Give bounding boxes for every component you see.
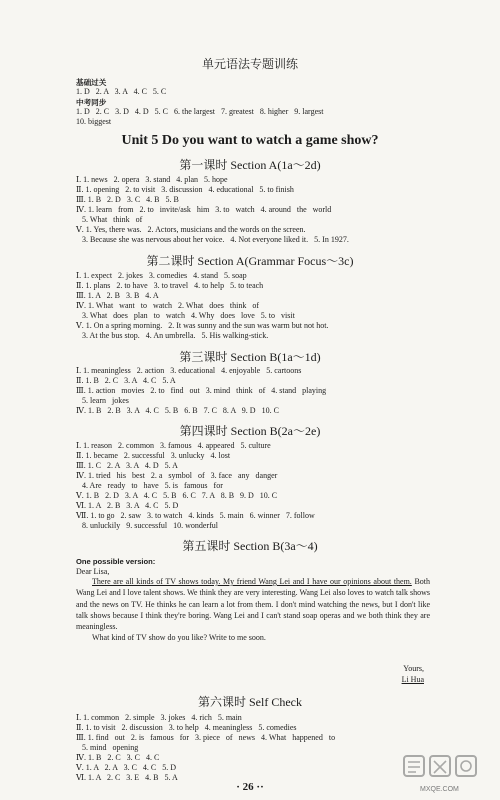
answer-line: Ⅱ. 1. opening 2. to visit 3. discussion 4. educational 5. to finish — [76, 185, 294, 194]
answer-line: Ⅳ. 1. What want to watch 2. What does think of — [76, 301, 259, 310]
exam-answers-2: 10. biggest — [76, 117, 112, 126]
unit-title: Unit 5 Do you want to watch a game show? — [121, 133, 379, 148]
answer-line: 8. unluckily 9. successful 10. wonderful — [76, 521, 218, 530]
answer-line: Ⅲ. 1. find out 2. is famous for 3. piece of news 4. What happened to — [76, 733, 336, 742]
watermark-text: MXQE.COM — [420, 786, 459, 793]
yours: Yours, — [403, 664, 424, 673]
lesson6-title: 第六课时 Self Check — [198, 695, 302, 709]
answer-line: 3. Because she was nervous about her voice. 4. Not everyone liked it. 5. In 1927. — [76, 235, 349, 244]
lesson5-title: 第五课时 Section B(3a～4) — [182, 539, 318, 553]
signoff — [402, 663, 424, 685]
answer-line: Ⅳ. 1. B 2. B 3. A 4. C 5. B 6. B 7. C 8. A 9. D 10. C — [76, 406, 279, 415]
letter-text: Both Wang Lei and I love talent shows. We think they are very interesting. Wang Lei also loves to watch talk shows and the news on TV. He thinks he can learn a lot from them. I don't mind watching the news, but I don't like talk shows because I think they're boring. Wang Lei and I can't stand soap operas and we both think they are meaningless. — [76, 577, 430, 632]
letter-closing: What kind of TV show do you like? Write to me soon. — [92, 633, 266, 643]
grammar-title: 单元语法专题训练 — [201, 57, 298, 71]
answer-line: Ⅵ. 1. A 2. C 3. E 4. B 5. A — [76, 773, 178, 782]
exam-answers-1: 1. D 2. C 3. D 4. D 5. C 6. the largest 7. greatest 8. higher 9. largest — [76, 107, 324, 116]
answer-line: 5. mind opening — [76, 743, 139, 752]
answer-line: 3. At the bus stop. 4. An umbrella. 5. His walking-stick. — [76, 331, 269, 340]
basic-label: 基础过关 — [76, 78, 107, 87]
basic-answers: 1. D 2. A 3. A 4. C 5. C — [76, 87, 167, 96]
version-label: One possible version: — [76, 557, 156, 566]
answer-line: Ⅲ. 1. A 2. B 3. B 4. A — [76, 291, 159, 300]
page-number: · 26 ·· — [236, 781, 264, 793]
answer-line: Ⅱ. 1. plans 2. to have 3. to travel 4. to help 5. to teach — [76, 281, 264, 290]
answer-line: Ⅶ. 1. to go 2. saw 3. to watch 4. kinds 5. main 6. winner 7. follow — [76, 511, 315, 520]
answer-line: Ⅴ. 1. On a spring morning. 2. It was sunny and the sun was warm but not hot. — [76, 321, 329, 330]
answer-line: Ⅰ. 1. expect 2. jokes 3. comedies 4. stand 5. soap — [76, 271, 247, 280]
lesson1-title: 第一课时 Section A(1a～2d) — [179, 158, 321, 172]
lesson2-title: 第二课时 Section A(Grammar Focus～3c) — [146, 254, 354, 268]
answer-line: 5. learn jokes — [76, 396, 129, 405]
exam-label: 中考同步 — [76, 98, 107, 107]
answer-line: Ⅵ. 1. A 2. B 3. A 4. C 5. D — [76, 501, 179, 510]
answer-line: Ⅴ. 1. A 2. A 3. C 4. C 5. D — [76, 763, 177, 772]
lesson4-title: 第四课时 Section B(2a～2e) — [179, 424, 321, 438]
salutation: Dear Lisa, — [76, 567, 110, 576]
answer-line: Ⅱ. 1. became 2. successful 3. unlucky 4. lost — [76, 451, 231, 460]
answer-line: Ⅰ. 1. reason 2. common 3. famous 4. appeared 5. culture — [76, 441, 271, 450]
answer-line: Ⅴ. 1. B 2. D 3. A 4. C 5. B 6. C 7. A 8. B 9. D 10. C — [76, 491, 278, 500]
topic-sentence: There are all kinds of TV shows today. My friend Wang Lei and I have our opinions about them. — [92, 577, 412, 586]
answer-line: Ⅰ. 1. meaningless 2. action 3. educational 4. enjoyable 5. cartoons — [76, 366, 302, 375]
answer-line: 5. What think of — [76, 215, 143, 224]
answer-line: Ⅰ. 1. news 2. opera 3. stand 4. plan 5. hope — [76, 175, 228, 184]
lesson3-title: 第三课时 Section B(1a～1d) — [179, 350, 321, 364]
answer-line: Ⅲ. 1. B 2. D 3. C 4. B 5. B — [76, 195, 179, 204]
answer-line: Ⅲ. 1. C 2. A 3. A 4. D 5. A — [76, 461, 178, 470]
answer-line: Ⅳ. 1. B 2. C 3. C 4. C — [76, 753, 160, 762]
answer-line: Ⅴ. 1. Yes, there was. 2. Actors, musicians and the words on the screen. — [76, 225, 306, 234]
letter-body — [76, 576, 430, 644]
answer-line: 3. What does plan to watch 4. Why does love 5. to visit — [76, 311, 295, 320]
answer-line: Ⅱ. 1. to visit 2. discussion 3. to help 4. meaningless 5. comedies — [76, 723, 297, 732]
answer-line: 4. Are ready to have 5. is famous for — [76, 481, 223, 490]
answer-line: Ⅲ. 1. action movies 2. to find out 3. mind think of 4. stand playing — [76, 386, 327, 395]
answer-line: Ⅳ. 1. tried his best 2. a symbol of 3. face any danger — [76, 471, 278, 480]
answer-line: Ⅳ. 1. learn from 2. to invite/ask him 3. to watch 4. around the world — [76, 205, 332, 214]
answer-line: Ⅱ. 1. B 2. C 3. A 4. C 5. A — [76, 376, 176, 385]
answer-line: Ⅰ. 1. common 2. simple 3. jokes 4. rich 5. main — [76, 713, 242, 722]
signature-name: Li Hua — [401, 675, 424, 684]
